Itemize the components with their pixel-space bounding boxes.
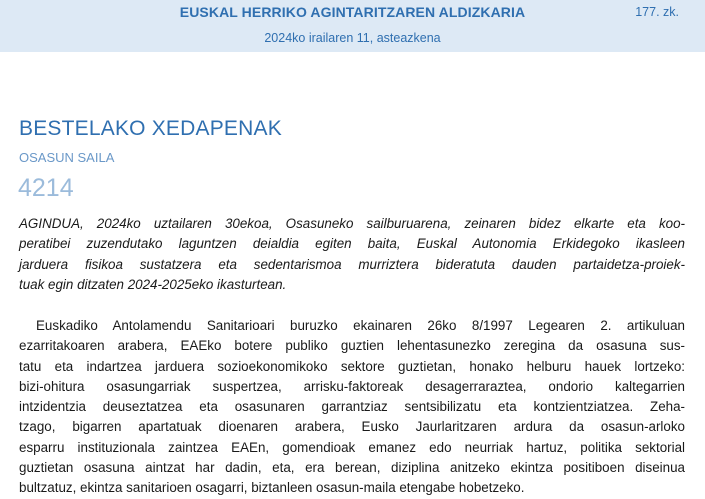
body-line: Euskadiko Antolamendu Sanitarioari buruzko ekainaren 26ko 8/1997 Legearen 2. artikuluan [36, 318, 685, 333]
journal-title: EUSKAL HERRIKO AGINTARITZAREN ALDIZKARIA [179, 4, 526, 20]
body-line: tatu eta indartzea jarduera sozioekonomikoko sektore guztietan, honako helburu hauek lortzeko: [19, 358, 685, 374]
body-line: intzidentzia deuseztatzea eta osasunaren garrantziaz sentsibilizatu eta kontzientziatzea. Zeha- [19, 399, 685, 415]
issue-date: 2024ko irailaren 11, asteazkena [264, 31, 441, 45]
body-line: bultzatuz, ekintza sanitarioen osagarri, biztanleen osasun-maila etengabe hobetzeko. [19, 480, 525, 496]
resolution-line: peratibei zuzendutako laguntzen deialdia egiten baita, Euskal Autonomia Erkidegoko ikasleen [19, 236, 685, 252]
journal-header [0, 0, 705, 52]
body-paragraph [19, 316, 685, 499]
resolution-line: tuak egin ditzaten 2024-2025eko ikasturtean. [19, 276, 287, 292]
body-line: ezarritakoaren arabera, EAEko botere publiko guztien lehentasunezko zeregina da osasuna sus- [19, 338, 685, 354]
issue-number: 177. zk. [635, 5, 679, 19]
resolution-line: AGINDUA, 2024ko uztailaren 30ekoa, Osasuneko sailburuarena, zeinaren bidez elkarte eta koo- [19, 216, 685, 231]
department-name: OSASUN SAILA [19, 150, 115, 165]
resolution-line: jarduera fisikoa sustatzera eta sedentarismoa murriztera bideratuta dauden partaidetza-proiek- [19, 256, 685, 272]
body-line: guztietan osasuna aintzat har dadin, eta, era berean, diziplina anitzeko ekintza positiboen diseinua [19, 460, 685, 476]
body-line: bizi-ohitura osasungarriak suspertzea, arrisku-faktoreak desagerraraztea, ondorio kaltegarrien [19, 378, 685, 394]
section-title: BESTELAKO XEDAPENAK [19, 117, 282, 140]
body-line: esparru instituzionala zaintzea EAEn, gomendioak emanez edo neurriak hartuz, politika sektorial [19, 439, 685, 455]
resolution-heading [19, 214, 685, 295]
order-number: 4214 [18, 174, 74, 202]
body-line: tzago, bigarren apartatuak dioenaren arabera, Eusko Jaurlaritzaren ardura da osasun-arloko [19, 419, 685, 435]
